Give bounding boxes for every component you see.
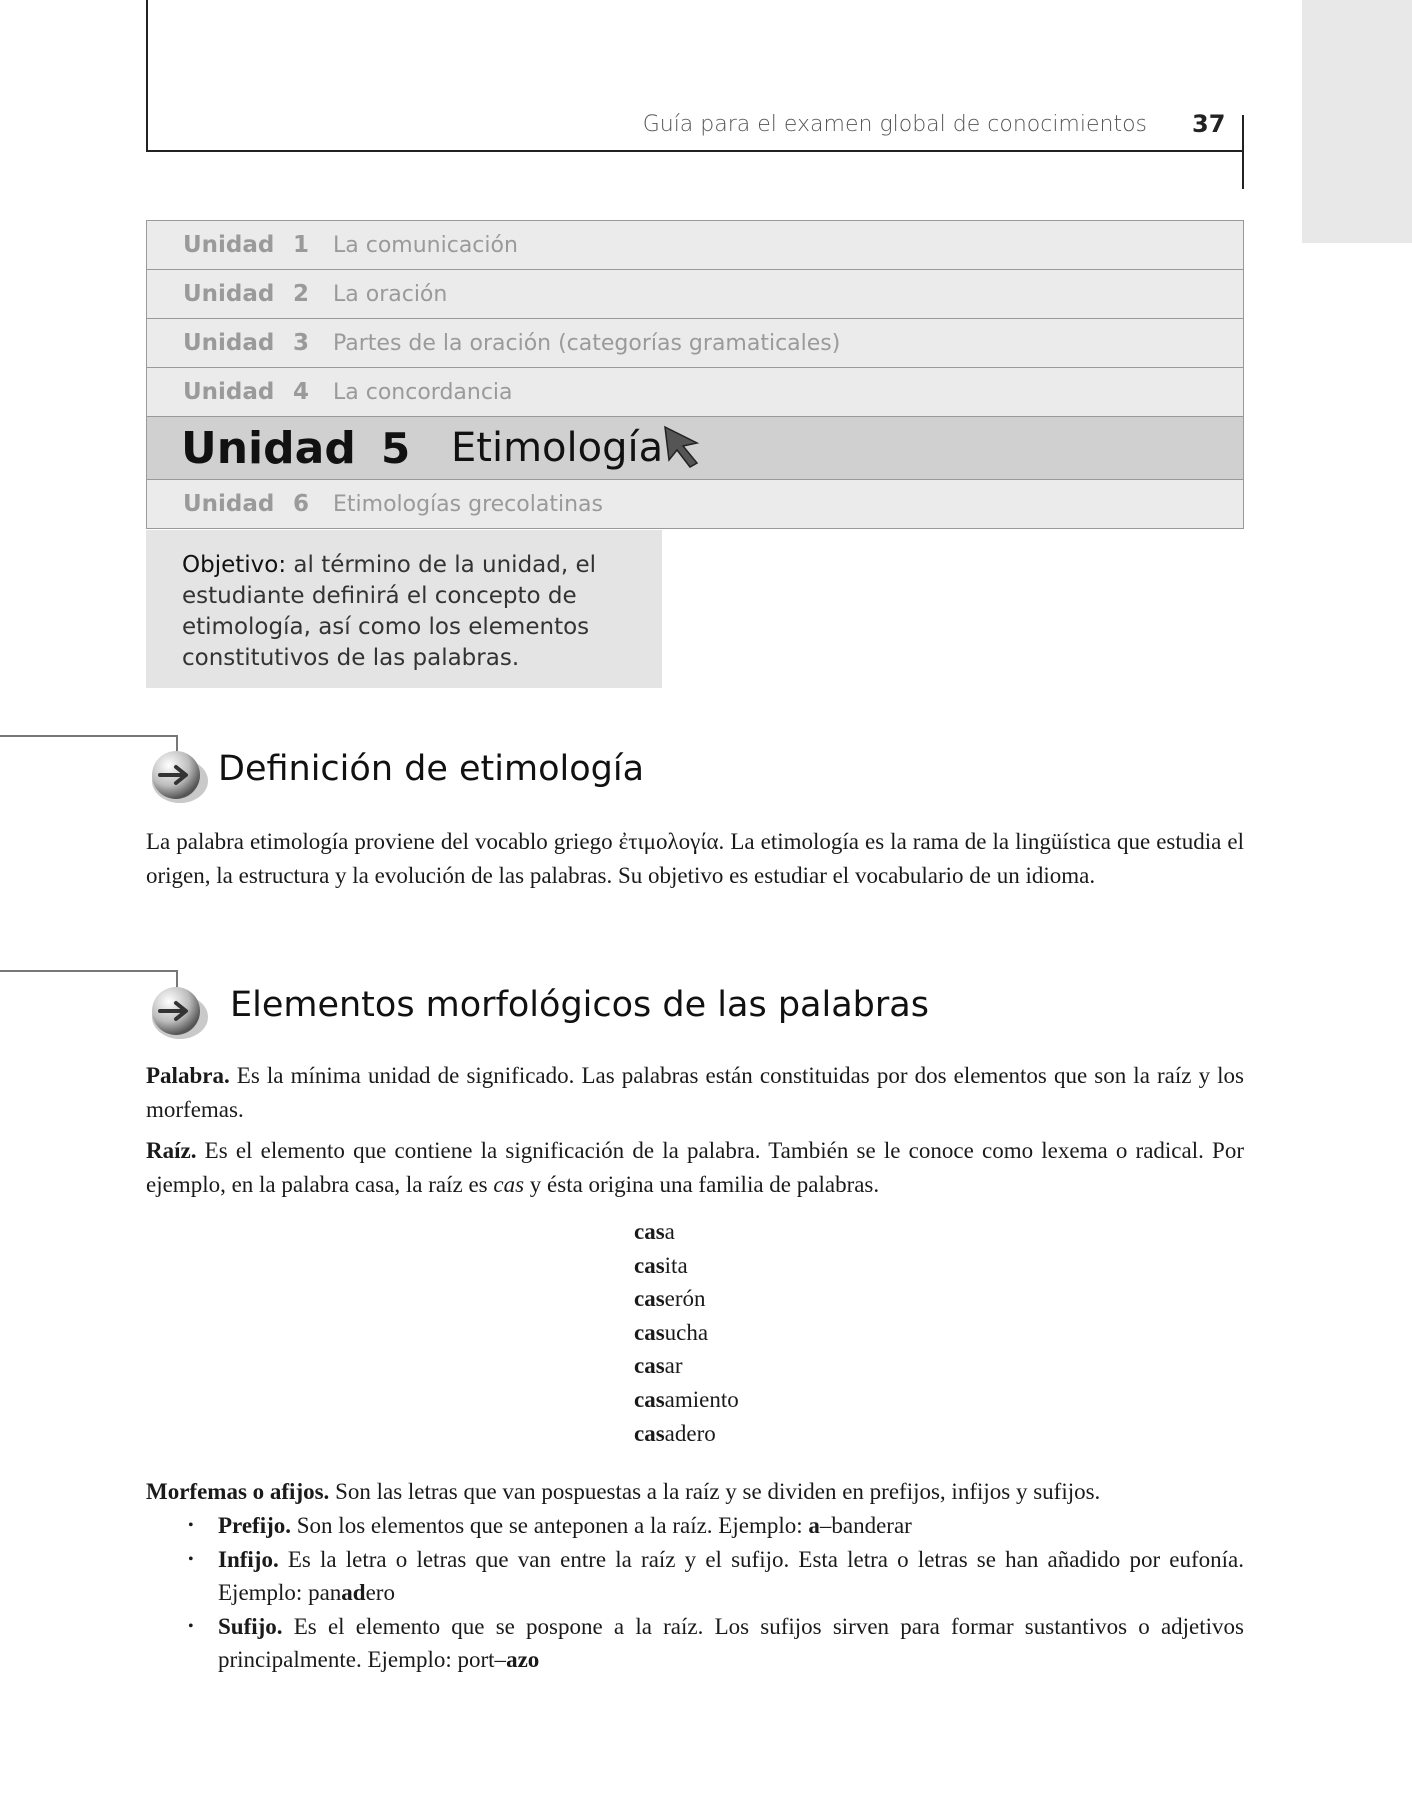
palabra-text: Es la mínima unidad de significado. Las palabras están constituidas por dos elementos que son la raíz y los morfemas. <box>146 1063 1244 1122</box>
section-2-rule <box>0 970 178 972</box>
unit-title: La concordancia <box>333 379 513 405</box>
raiz-label: Raíz. <box>146 1138 197 1163</box>
unit-word: Unidad <box>183 281 275 307</box>
arrow-circle-icon <box>146 979 210 1043</box>
bullet-prefijo: • Prefijo. Son los elementos que se anteponen a la raíz. Ejemplo: a–banderar <box>146 1509 1244 1543</box>
unit-title: Etimología <box>451 425 664 471</box>
unit-row-1[interactable] <box>146 221 1244 270</box>
side-tab-marker <box>1302 0 1412 243</box>
unit-row-2[interactable] <box>146 270 1244 319</box>
list-item: casita <box>634 1252 688 1278</box>
unit-number: 3 <box>293 330 310 356</box>
unit-title: La oración <box>333 281 448 307</box>
page-number: 37 <box>1192 110 1226 138</box>
section-1-rule <box>0 735 178 737</box>
bullet-icon: • <box>188 1550 194 1568</box>
palabra-label: Palabra. <box>146 1063 230 1088</box>
unit-title: La comunicación <box>333 232 518 258</box>
header-left-rule <box>146 0 148 152</box>
unit-row-3[interactable] <box>146 319 1244 368</box>
unit-word: Unidad <box>183 232 275 258</box>
arrow-circle-icon <box>146 743 210 807</box>
unit-row-4[interactable] <box>146 368 1244 417</box>
morfemas-text: Son las letras que van pospuestas a la raíz y se dividen en prefijos, infijos y sufijos. <box>329 1479 1101 1504</box>
list-item: casar <box>634 1353 683 1379</box>
objective-text: al término de la unidad, el estudiante definirá el concepto de etimología, así como los elementos constitutivos de las palabras. <box>182 552 597 671</box>
running-header-title: Guía para el examen global de conocimientos <box>642 112 1147 137</box>
bullet-icon: • <box>188 1617 194 1635</box>
unit-word: Unidad <box>181 422 356 474</box>
unit-word: Unidad <box>183 330 275 356</box>
unit-number: 2 <box>293 281 310 307</box>
raiz-text-1: Es el elemento que contiene la significación de la palabra. También se le conoce como lexema o radical. Por ejemplo, en la palabra casa, la raíz es <box>146 1138 1244 1197</box>
list-item: casadero <box>634 1420 716 1446</box>
unit-word: Unidad <box>183 491 275 517</box>
pointer-arrow-icon <box>657 421 707 471</box>
unit-row-5-active[interactable] <box>146 417 1244 480</box>
list-item: casucha <box>634 1319 709 1345</box>
list-item: casamiento <box>634 1386 739 1412</box>
word-family-list <box>634 1215 739 1450</box>
unit-title: Partes de la oración (categorías gramaticales) <box>333 330 841 356</box>
header-rule <box>146 150 1244 152</box>
unit-number: 1 <box>293 232 310 258</box>
infijo-label: Infijo. <box>218 1546 279 1572</box>
list-item: caserón <box>634 1286 706 1312</box>
section-title-definicion: Definición de etimología <box>218 749 645 789</box>
raiz-paragraph <box>146 1134 1244 1201</box>
unit-word: Unidad <box>183 379 275 405</box>
units-table <box>146 220 1244 529</box>
bullet-infijo: • Infijo. Es la letra o letras que van entre la raíz y el sufijo. Esta letra o letras se han añadido por eufonía. Ejemplo: panadero <box>146 1543 1244 1610</box>
palabra-paragraph <box>146 1059 1244 1126</box>
unit-row-6[interactable] <box>146 480 1244 529</box>
section-title-elementos: Elementos morfológicos de las palabras <box>230 985 929 1025</box>
morfemas-paragraph <box>146 1475 1244 1509</box>
header-right-rule <box>1242 115 1244 189</box>
afijos-bullet-list <box>146 1509 1244 1677</box>
objective-box <box>146 530 662 688</box>
unit-number: 6 <box>293 491 310 517</box>
list-item: casa <box>634 1219 675 1244</box>
bullet-icon: • <box>188 1517 194 1534</box>
definicion-paragraph: La palabra etimología proviene del vocablo griego ἐτιμολογία. La etimología es la rama de la lingüística que estudia el origen, la estructura y la evolución de las palabras. Su objetivo es estudiar el vocabulario de un idioma. <box>146 829 1244 888</box>
bullet-sufijo: • Sufijo. Es el elemento que se pospone a la raíz. Los sufijos sirven para formar sustantivos o adjetivos principalmente. Ejemplo: port–azo <box>146 1610 1244 1677</box>
prefijo-label: Prefijo. <box>218 1513 292 1538</box>
raiz-italic: cas <box>493 1171 525 1197</box>
raiz-text-2: y ésta origina una familia de palabras. <box>524 1171 880 1197</box>
unit-number: 4 <box>293 379 310 405</box>
unit-number: 5 <box>381 423 411 473</box>
unit-title: Etimologías grecolatinas <box>333 491 603 517</box>
objective-label: Objetivo: <box>182 552 287 578</box>
sufijo-label: Sufijo. <box>218 1613 283 1639</box>
morfemas-label: Morfemas o afijos. <box>146 1479 330 1504</box>
